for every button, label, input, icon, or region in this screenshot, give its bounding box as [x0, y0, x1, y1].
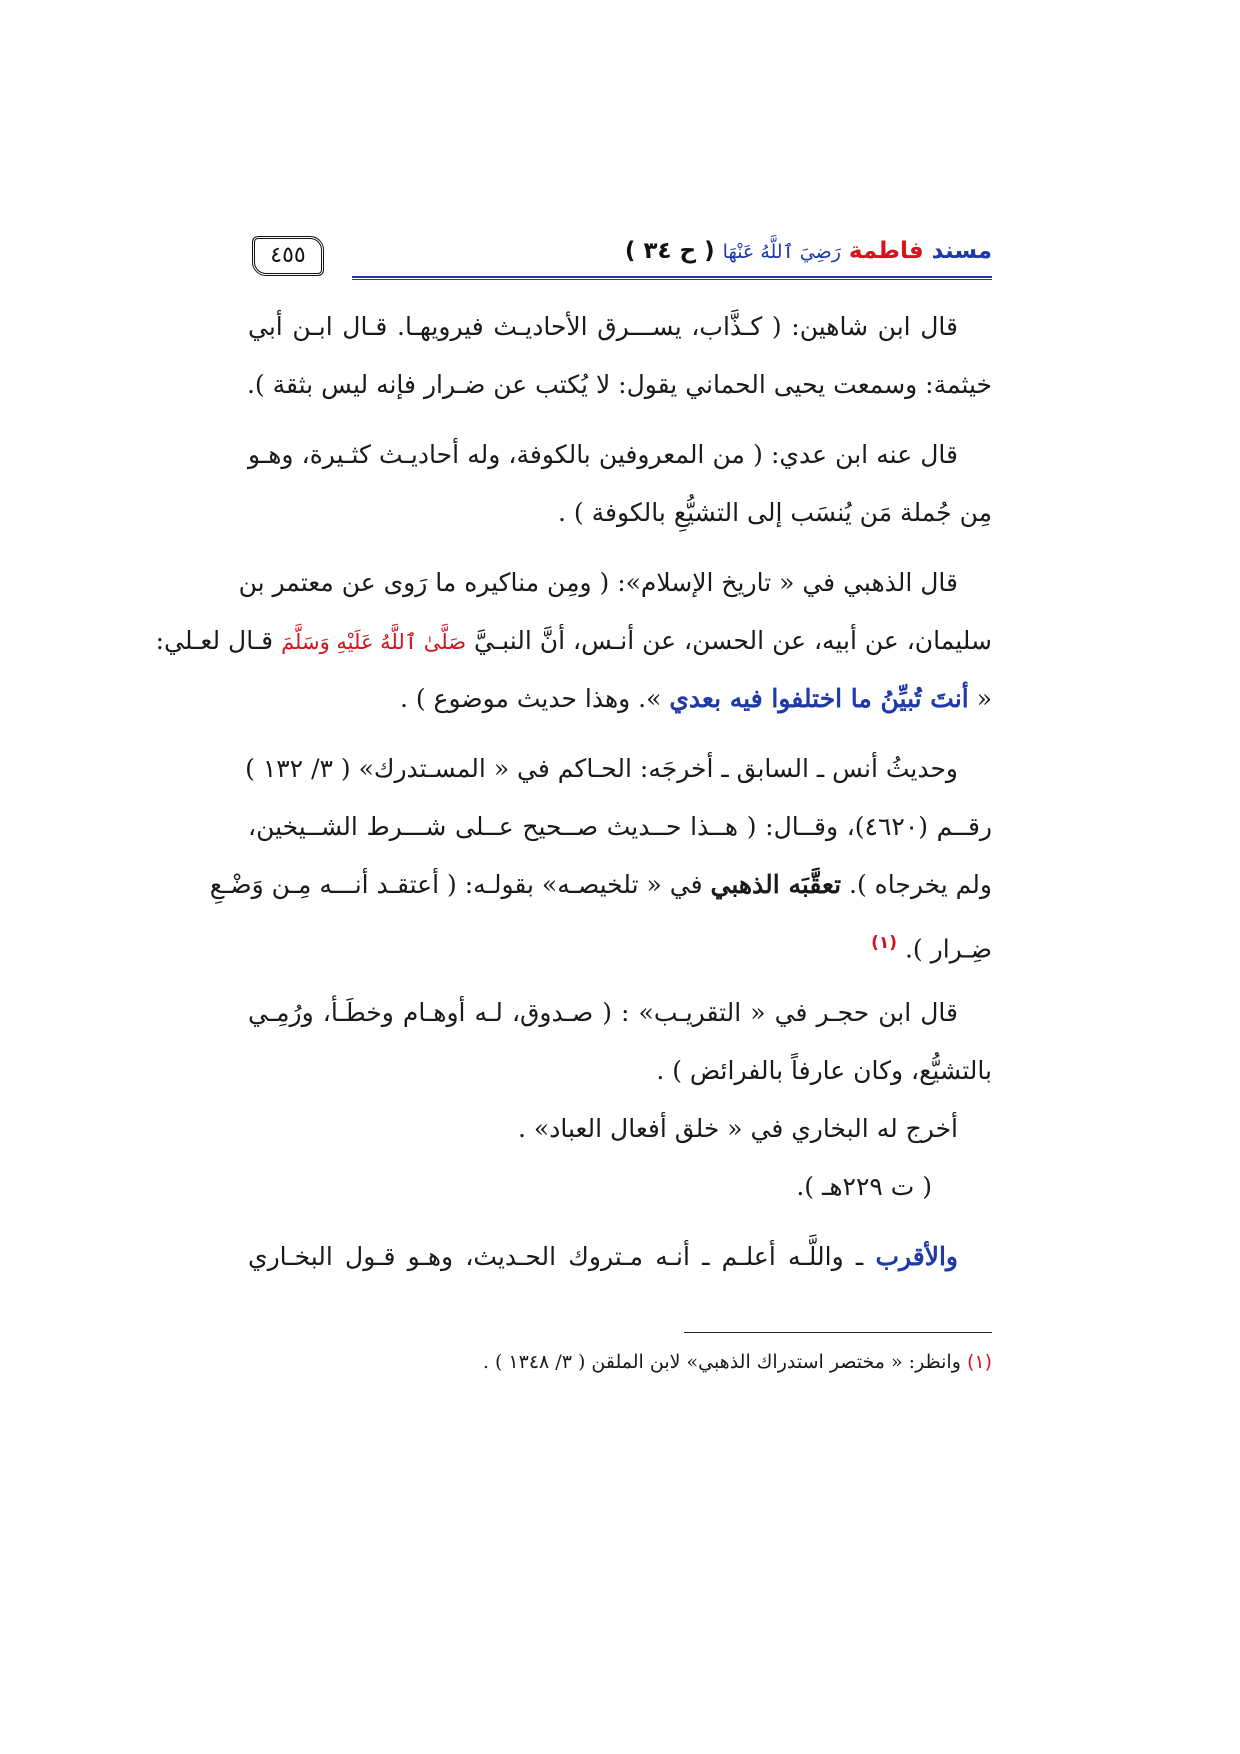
text-line: خيثمة: وسمعت يحيى الحماني يقول: لا يُكتب عن ضـرار فإنه ليس بثقة ).: [246, 370, 992, 399]
footnote-text: وانظر: « مختصر استدراك الذهبي» لابن الملقن ( ٣/ ١٣٤٨ ) .: [482, 1351, 961, 1373]
text-line: أخرج له البخاري في « خلق أفعال العباد» .: [518, 1114, 958, 1143]
footnote-number: (١): [966, 1351, 992, 1373]
header-divider: [352, 276, 992, 280]
bold-phrase: تعقَّبَه الذهبي: [710, 870, 842, 899]
hadith-quote: أنتَ تُبيِّنُ ما اختلفوا فيه بعدي: [669, 684, 969, 713]
honorific-text: رَضِيَ ٱللَّهُ عَنْهَا: [722, 241, 841, 263]
running-title: [625, 238, 992, 264]
page-number: ٤٥٥: [252, 236, 324, 276]
text-line: رقــم (٤٦٢٠)، وقــال: ( هــذا حــديث صــحيح عــلى شـــرط الشــيخين،: [248, 812, 992, 841]
text-line: [248, 670, 992, 728]
text-line: قال الذهبي في « تاريخ الإسلام»: ( ومِن مناكيره ما رَوى عن معتمر بن: [238, 568, 958, 597]
text-segment: ـ واللَّـه أعلـم ـ أنـه مـتروك الحـديث، وهـو قـول البخـاري: [248, 1242, 864, 1271]
text-line: مِن جُملة مَن يُنسَب إلى التشيُّعِ بالكوفة ) .: [558, 498, 992, 527]
quote-open: «: [976, 684, 992, 713]
text-line: [248, 1228, 992, 1286]
main-text: [155, 298, 992, 1286]
text-line: [248, 914, 992, 972]
text-line: بالتشيُّع، وكان عارفاً بالفرائض ) .: [656, 1056, 992, 1085]
text-line: ( ت ٢٢٩هـ ).: [796, 1172, 932, 1201]
text-segment: ضِـرار ).: [904, 934, 992, 964]
text-line: قال عنه ابن عدي: ( من المعروفين بالكوفة، وله أحاديـث كثـيرة، وهـو: [248, 440, 958, 469]
text-line: قال ابن شاهين: ( كـذَّاب، يســـرق الأحاديـث فيرويهـا. قـال ابـن أبي: [248, 312, 958, 341]
text-line: [155, 612, 992, 670]
text-segment: في « تلخيصـه» بقولـه: ( أعتقـد أنـــه مِـن وَضْـعِ: [209, 870, 703, 899]
hadith-reference: ( ح ٣٤ ): [624, 238, 715, 264]
title-fatima: فاطمة: [848, 238, 924, 264]
text-line: قال ابن حجـر في « التقريـب» : ( صـدوق، لـه أوهـام وخطَـأ، ورُمِـي: [248, 998, 958, 1027]
highlight-word: والأقرب: [875, 1242, 958, 1271]
footnote: [248, 1345, 992, 1379]
salawat-text: صَلَّىٰ ٱللَّهُ عَلَيْهِ وَسَلَّمَ: [281, 630, 467, 654]
text-segment: ولم يخرجاه ).: [849, 870, 992, 899]
footnote-divider: [684, 1332, 992, 1333]
text-segment: سليمان، عن أبيه، عن الحسن، عن أنـس، أنَّ النبـيَّ: [474, 626, 992, 655]
text-segment: ». وهذا حديث موضوع ) .: [399, 684, 662, 713]
text-line: [209, 856, 992, 914]
page-header: [252, 234, 992, 280]
text-line: وحديثُ أنس ـ السابق ـ أخرجَه: الحـاكم في « المسـتدرك» ( ٣/ ١٣٢ ): [245, 754, 958, 783]
footnote-marker[interactable]: (١): [871, 933, 898, 953]
title-musnad: مسند: [931, 238, 992, 264]
text-segment: قـال لعـلي:: [155, 626, 274, 655]
